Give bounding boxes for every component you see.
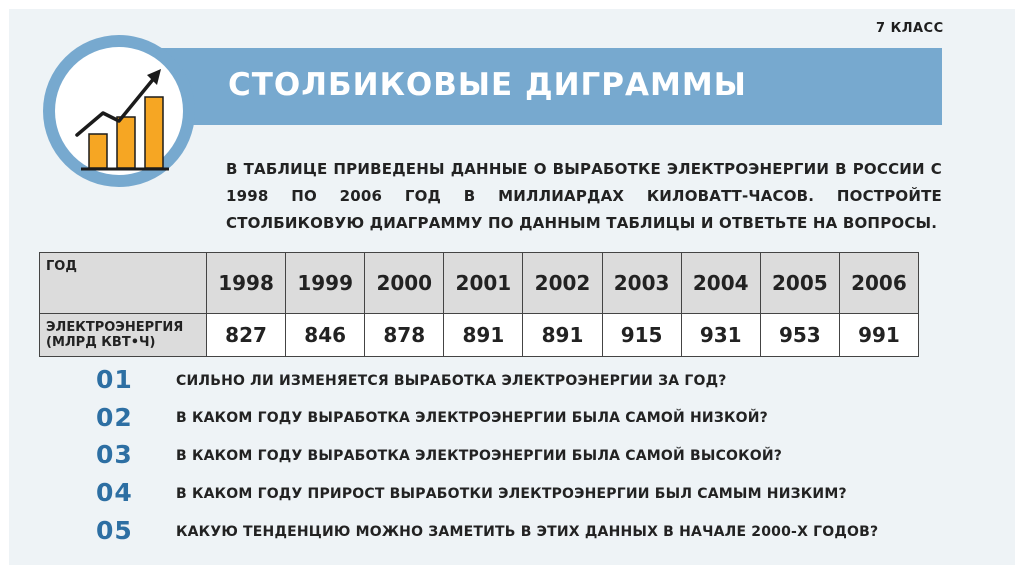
value-cell: 931 xyxy=(681,314,760,357)
data-table xyxy=(39,252,919,357)
year-cell: 2000 xyxy=(365,253,444,314)
year-cell: 2004 xyxy=(681,253,760,314)
question-text-1: СИЛЬНО ЛИ ИЗМЕНЯЕТСЯ ВЫРАБОТКА ЭЛЕКТРОЭНЕРГИИ ЗА ГОД? xyxy=(176,373,727,389)
task-description xyxy=(226,156,942,237)
year-cell: 2005 xyxy=(760,253,839,314)
task-line-3: СТОЛБИКОВУЮ ДИАГРАММУ ПО ДАННЫМ ТАБЛИЦЫ И ОТВЕТЬТЕ НА ВОПРОСЫ. xyxy=(226,214,938,232)
growth-bar-chart-icon xyxy=(55,47,183,175)
year-cell: 1998 xyxy=(207,253,286,314)
value-cell: 915 xyxy=(602,314,681,357)
year-header-cell: ГОД xyxy=(40,253,207,314)
year-cell: 2003 xyxy=(602,253,681,314)
question-number-4: 04 xyxy=(96,478,133,507)
grade-label: 7 КЛАСС xyxy=(876,21,944,36)
table-row-values xyxy=(40,314,919,357)
value-cell: 891 xyxy=(523,314,602,357)
year-cell: 2006 xyxy=(839,253,918,314)
energy-header-cell xyxy=(40,314,207,357)
value-cell: 953 xyxy=(760,314,839,357)
question-text-5: КАКУЮ ТЕНДЕНЦИЮ МОЖНО ЗАМЕТИТЬ В ЭТИХ ДАННЫХ В НАЧАЛЕ 2000-Х ГОДОВ? xyxy=(176,524,879,540)
question-number-3: 03 xyxy=(96,440,133,469)
value-cell: 878 xyxy=(365,314,444,357)
question-text-2: В КАКОМ ГОДУ ВЫРАБОТКА ЭЛЕКТРОЭНЕРГИИ БЫЛА САМОЙ НИЗКОЙ? xyxy=(176,410,768,426)
value-cell: 991 xyxy=(839,314,918,357)
year-cell: 2001 xyxy=(444,253,523,314)
table-row-years xyxy=(40,253,919,314)
question-text-3: В КАКОМ ГОДУ ВЫРАБОТКА ЭЛЕКТРОЭНЕРГИИ БЫЛА САМОЙ ВЫСОКОЙ? xyxy=(176,448,783,464)
question-number-5: 05 xyxy=(96,516,133,545)
value-cell: 846 xyxy=(286,314,365,357)
value-cell: 891 xyxy=(444,314,523,357)
value-cell: 827 xyxy=(207,314,286,357)
page-title: СТОЛБИКОВЫЕ ДИГРАММЫ xyxy=(228,67,747,103)
question-number-2: 02 xyxy=(96,403,133,432)
energy-header-line-2: (МЛРД КВТ•Ч) xyxy=(46,335,156,350)
question-number-1: 01 xyxy=(96,365,133,394)
task-line-1: В ТАБЛИЦЕ ПРИВЕДЕНЫ ДАННЫЕ О ВЫРАБОТКЕ ЭЛЕКТРОЭНЕРГИИ В РОССИИ С xyxy=(226,160,942,178)
energy-header-line-1: ЭЛЕКТРОЭНЕРГИЯ xyxy=(46,320,184,335)
year-cell: 2002 xyxy=(523,253,602,314)
task-line-2: 1998 ПО 2006 ГОД В МИЛЛИАРДАХ КИЛОВАТТ-ЧАСОВ. ПОСТРОЙТЕ xyxy=(226,187,942,205)
question-text-4: В КАКОМ ГОДУ ПРИРОСТ ВЫРАБОТКИ ЭЛЕКТРОЭНЕРГИИ БЫЛ САМЫМ НИЗКИМ? xyxy=(176,486,847,502)
year-cell: 1999 xyxy=(286,253,365,314)
